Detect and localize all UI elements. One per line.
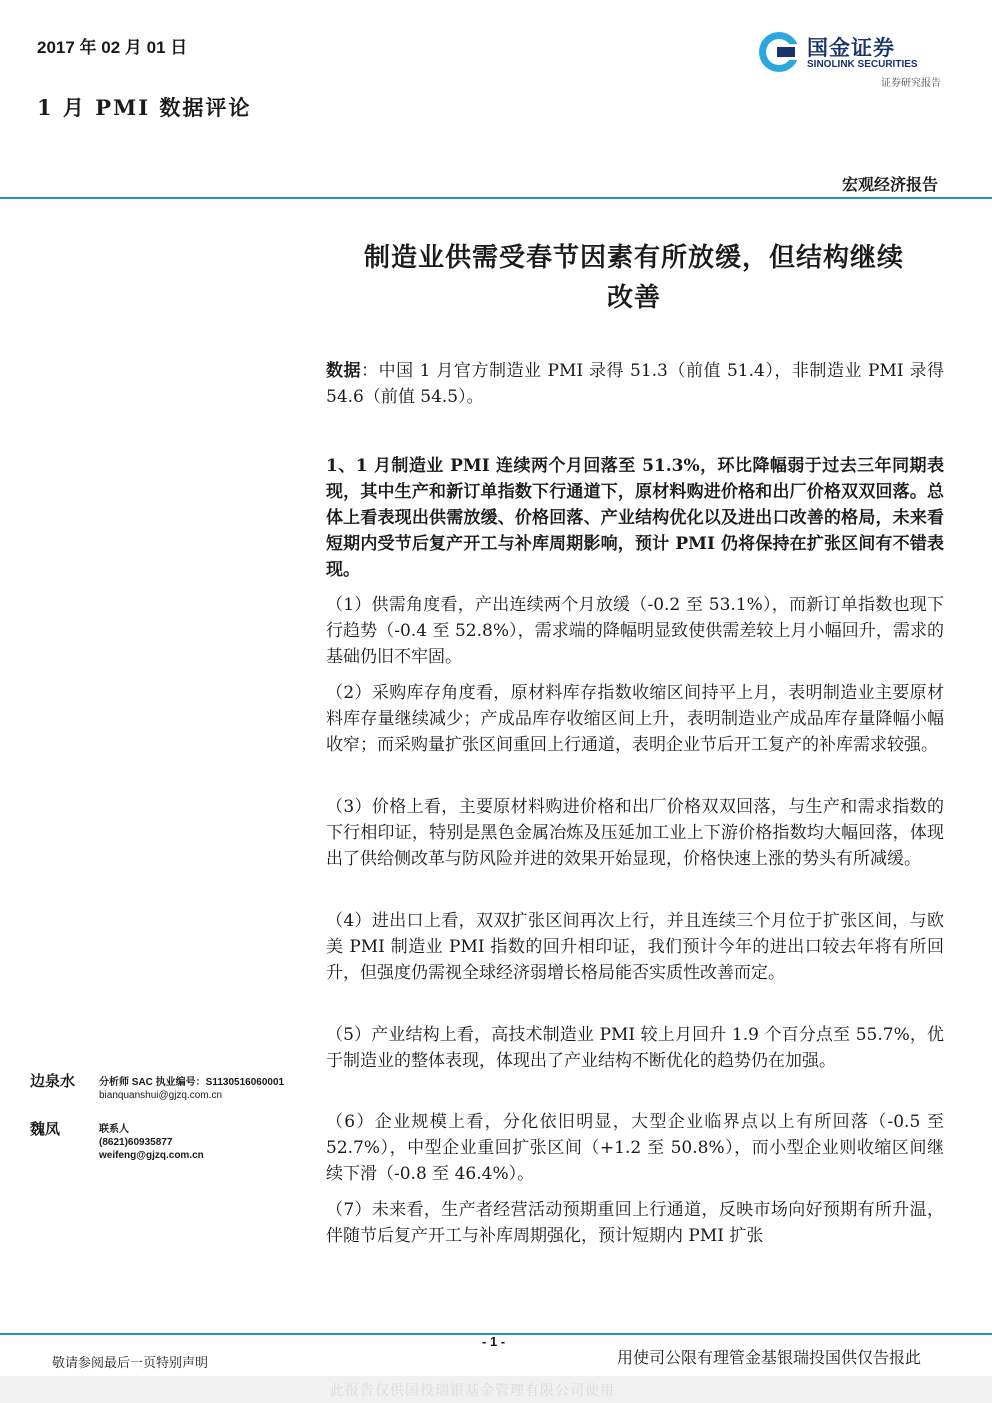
paragraph-supply-demand: （1）供需角度看，产出连续两个月放缓（-0.2 至 53.1%），而新订单指数也现下行趋势（-0.4 至 52.8%），需求端的降幅明显致使供需差较上月小幅回升，需求的基础仍旧不牢固。 [326,595,944,667]
paragraph-outlook: （7）未来看，生产者经营活动预期重回上行通道，反映市场向好预期有所升温，伴随节后复产开工与补库周期强化，预计短期内 PMI 扩张 [326,1200,944,1246]
paragraph-industry-structure: （5）产业结构上看，高技术制造业 PMI 较上月回升 1.9 个百分点至 55.7%，优于制造业的整体表现，体现出了产业结构不断优化的趋势仍在加强。 [326,1025,944,1071]
report-category: 宏观经济报告 [841,175,938,194]
company-logo [757,30,947,92]
contact-info [99,1123,204,1162]
paragraph-firm-size: （6）企业规模上看，分化依旧明显，大型企业临界点以上有所回落（-0.5 至 52.7%），中型企业重回扩张区间（+1.2 至 50.8%），而小型企业则收缩区间继续下滑（-0.8 至 46.4%）。 [326,1112,944,1184]
contact-role: 联系人 [99,1124,129,1135]
paragraph-trade: （4）进出口上看，双双扩张区间再次上行，并且连续三个月位于扩张区间，与欧美 PMI 制造业 PMI 指数的回升相印证，我们预计今年的进出口较去年将有所回升，但强度仍需视全球经济弱增长格局能否实质性改善而定。 [326,911,944,983]
footer-right-text: 用使司公限有理管金基银瑞投国供仅告报此 [617,1348,922,1367]
logo-chinese-name: 国金证券 [807,36,895,60]
headline [300,238,968,318]
header-divider [0,197,992,199]
contact-phone: (8621)60935877 [99,1137,173,1148]
paragraph-prices: （3）价格上看，主要原材料购进价格和出厂价格双双回落，与生产和需求指数的下行相印证，特别是黑色金属冶炼及压延加工业上下游价格指数均大幅回落，体现出了供给侧改革与防风险并进的效果开始显现，价格快速上涨的势头有所减缓。 [326,797,944,869]
paragraph-inventory: （2）采购库存角度看，原材料库存指数收缩区间持平上月，表明制造业主要原材料库存量继续减少；产成品库存收缩区间上升，表明制造业产成品库存量降幅小幅收窄；而采购量扩张区间重回上行通道，表明企业节后开工复产的补库需求较强。 [326,683,944,755]
disclaimer-note: 敬请参阅最后一页特别声明 [52,1356,209,1371]
watermark: 此报告仅供国投瑞银基金管理有限公司使用 [330,1383,615,1399]
report-title: 1 月 PMI 数据评论 [37,95,252,120]
data-text: ：中国 1 月官方制造业 PMI 录得 51.3（前值 51.4），非制造业 PMI 录得 54.6（前值 54.5）。 [326,361,945,407]
logo-subtitle: 证券研究报告 [881,78,941,89]
section-1-summary: 1、1 月制造业 PMI 连续两个月回落至 51.3%，环比降幅弱于过去三年同期表现，其中生产和新订单指数下行通道下，原材料购进价格和出厂价格双双回落。总体上看表现出供需放缓、价格回落、产业结构优化以及进出口改善的格局，未来看短期内受节后复产开工与补库周期影响，预计 PMI 仍将保持在扩张区间有不错表现。 [326,456,944,580]
headline-line-2: 改善 [606,283,661,313]
author-email[interactable]: bianquanshui@gjzq.com.cn [99,1090,223,1101]
contact-name: 魏凤 [30,1120,61,1138]
data-label: 数据 [326,361,362,381]
page-number: - 1 - [482,1334,506,1349]
author-info [99,1076,284,1102]
headline-line-1: 制造业供需受春节因素有所放缓，但结构继续 [363,243,904,273]
author-name: 边泉水 [30,1072,76,1090]
report-date: 2017 年 02 月 01 日 [37,38,188,57]
sinolink-logo-icon [757,30,801,74]
data-summary [326,358,944,410]
author-role: 分析师 SAC 执业编号：S1130516060001 [99,1077,285,1088]
contact-email[interactable]: weifeng@gjzq.com.cn [99,1150,204,1161]
logo-english-name: SINOLINK SECURITIES [807,59,918,70]
